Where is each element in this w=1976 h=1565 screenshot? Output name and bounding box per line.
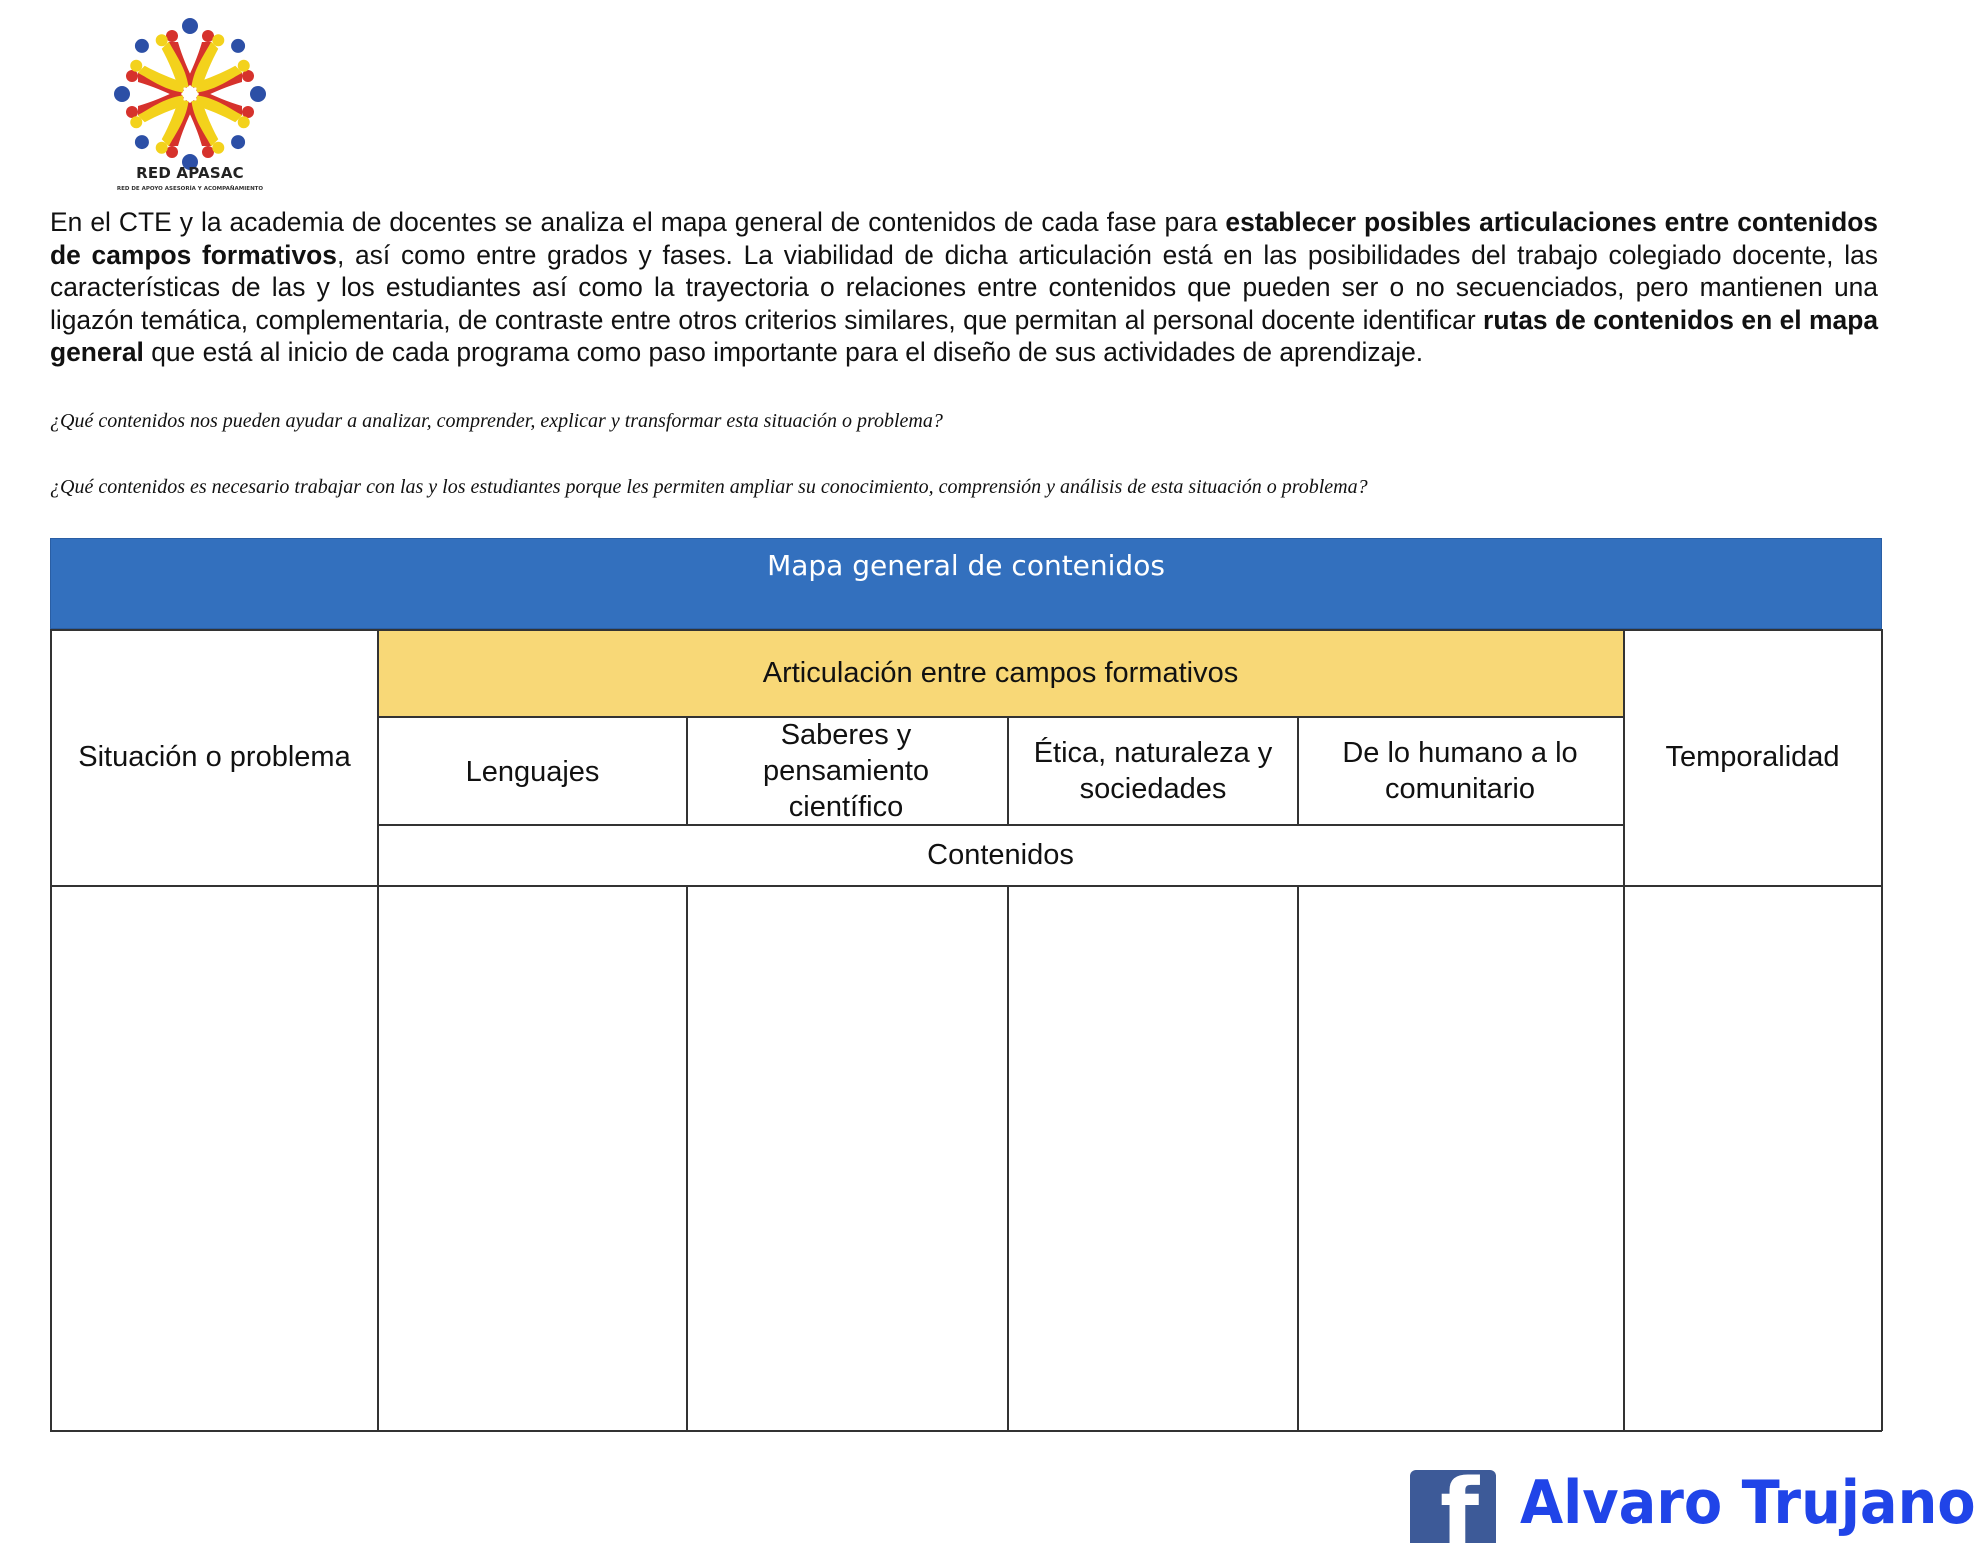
intro-bold-1: establecer posibles articulaciones entre contenidos de campos formativos bbox=[50, 207, 1878, 270]
header-campo-lenguajes: Lenguajes bbox=[465, 756, 600, 788]
intro-bold-2: rutas de contenidos en el mapa general bbox=[50, 304, 1879, 367]
body-cell-situacion[interactable] bbox=[52, 887, 377, 1430]
table-border-col-2 bbox=[686, 716, 688, 825]
table-title-banner bbox=[50, 538, 1882, 629]
header-articulacion: Articulación entre campos formativos bbox=[762, 656, 1239, 689]
intro-text-3: que está al inicio de cada programa como paso importante para el diseño de sus actividades de aprendizaje. bbox=[143, 337, 1424, 367]
body-cell-temporalidad[interactable] bbox=[1625, 887, 1881, 1430]
table-border-bottom bbox=[50, 1430, 1882, 1432]
question-2: ¿Qué contenidos es necesario trabajar con las y los estudiantes porque les permiten ampliar su conocimiento, comprensión y análisis de esta situación o problema? bbox=[50, 476, 1368, 498]
facebook-icon[interactable] bbox=[1410, 1460, 1496, 1565]
table-border-articulacion-bottom bbox=[378, 716, 1623, 718]
header-temporalidad: Temporalidad bbox=[1665, 741, 1840, 773]
author-name[interactable]: Alvaro Trujano bbox=[1520, 1468, 1976, 1538]
question-1: ¿Qué contenidos nos pueden ayudar a analizar, comprender, explicar y transformar esta situación o problema? bbox=[50, 410, 943, 432]
facebook-letter: f bbox=[1440, 1460, 1480, 1565]
header-campo-etica: Ética, naturaleza y sociedades bbox=[1033, 737, 1273, 805]
body-cell-humano[interactable] bbox=[1299, 887, 1623, 1430]
intro-paragraph bbox=[50, 206, 1878, 369]
intro-text-1: En el CTE y la academia de docentes se analiza el mapa general de contenidos de cada fase para bbox=[50, 207, 1226, 237]
body-cell-etica[interactable] bbox=[1009, 887, 1297, 1430]
logo-title: RED APASAC bbox=[136, 164, 244, 182]
header-campo-humano: De lo humano a lo comunitario bbox=[1342, 737, 1578, 805]
header-situacion: Situación o problema bbox=[78, 741, 351, 773]
table-border-col-4 bbox=[1297, 716, 1299, 825]
body-cell-lenguajes[interactable] bbox=[379, 887, 686, 1430]
header-contenidos: Contenidos bbox=[927, 839, 1074, 871]
logo-subtitle: RED DE APOYO ASESORÍA Y ACOMPAÑAMIENTO bbox=[116, 186, 264, 192]
logo-emblem-icon bbox=[112, 18, 268, 162]
red-apasac-logo bbox=[108, 18, 268, 198]
table-border-right bbox=[1881, 629, 1883, 1431]
intro-text-2: , así como entre grados y fases. La viabilidad de dicha articulación está en las posibilidades del trabajo colegiado docente, las características de las y los estudiantes así como la trayectoria o relaciones entre contenidos que pueden ser o no secuenciados, pero mantienen una ligazón temática, complementaria, de contraste entre otros criterios similares, que permitan al personal docente identificar bbox=[50, 239, 1878, 335]
body-cell-saberes[interactable] bbox=[688, 887, 1007, 1430]
header-campo-saberes: Saberes y pensamiento científico bbox=[762, 719, 930, 823]
table-title: Mapa general de contenidos bbox=[767, 549, 1165, 582]
